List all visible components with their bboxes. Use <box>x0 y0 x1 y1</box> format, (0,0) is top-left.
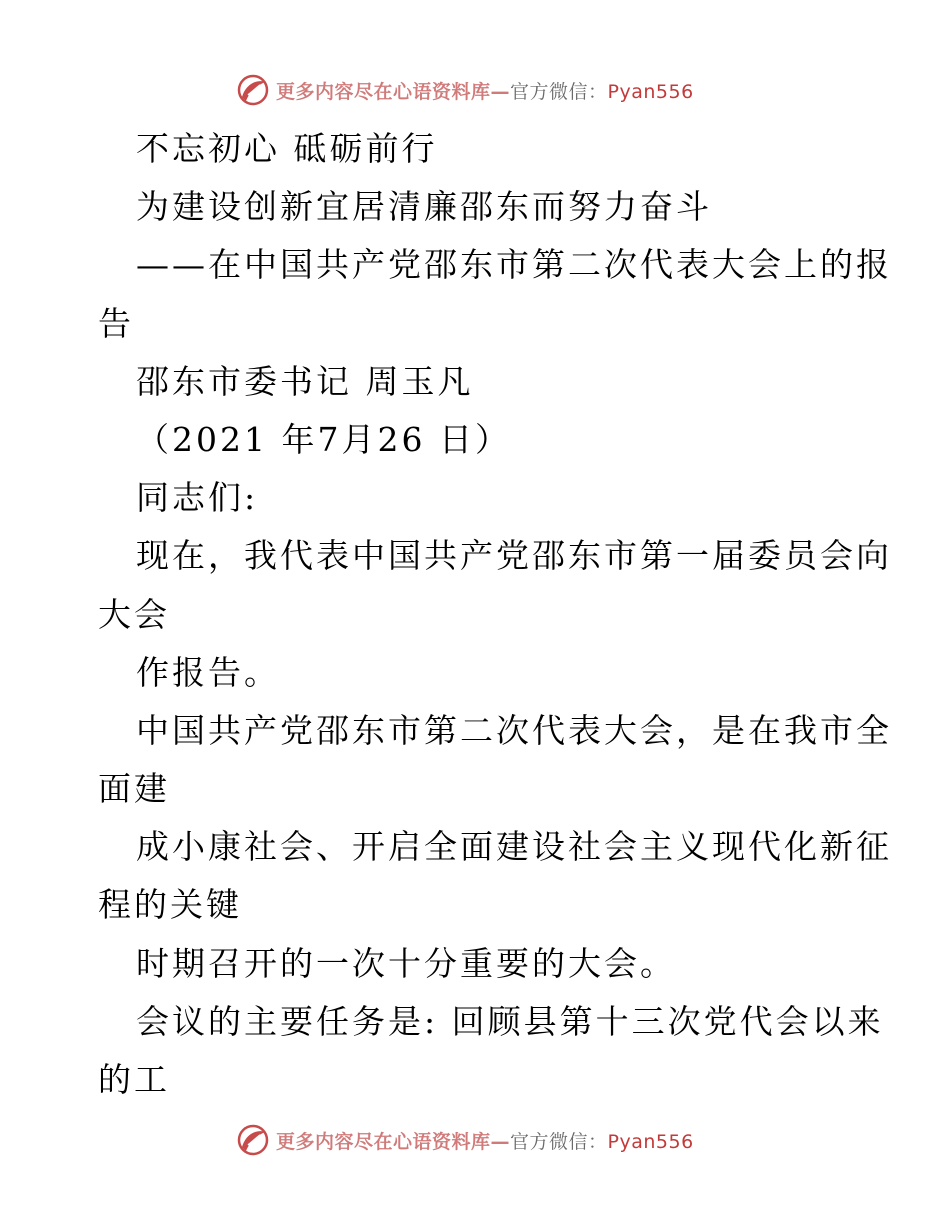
paragraph-line: 会议的主要任务是: 回顾县第十三次党代会以来 <box>136 1001 884 1041</box>
pen-logo-icon <box>236 1123 270 1157</box>
title-line-1: 不忘初心 砥砺前行 <box>136 129 438 168</box>
subtitle-line-wrap: 告 <box>98 303 134 343</box>
subtitle-line: ——在中国共产党邵东市第二次代表大会上的报 <box>136 245 892 285</box>
paragraph-line: 作报告。 <box>136 652 280 692</box>
paragraph-line: 时期召开的一次十分重要的大会。 <box>136 943 676 983</box>
paragraph-line: 现在，我代表中国共产党邵东市第一届委员会向 <box>136 536 892 576</box>
author-line: 邵东市委书记 周玉凡 <box>136 361 474 401</box>
watermark-text: 更多内容尽在心语资料库—官方微信：Pyan556 <box>276 1130 694 1153</box>
watermark-text: 更多内容尽在心语资料库—官方微信：Pyan556 <box>276 80 694 103</box>
paragraph-line: 中国共产党邵东市第二次代表大会，是在我市全 <box>136 710 892 750</box>
paragraph-line: 大会 <box>98 594 170 634</box>
title-line-2: 为建设创新宜居清廉邵东而努力奋斗 <box>136 187 712 227</box>
watermark-banner-top <box>236 72 694 108</box>
document-body <box>98 120 892 1109</box>
paragraph-line: 的工 <box>98 1060 170 1099</box>
salutation-line: 同志们: <box>136 478 259 518</box>
pen-logo-icon <box>236 73 270 107</box>
watermark-banner-bottom <box>236 1122 694 1158</box>
paragraph-line: 程的关键 <box>98 885 242 925</box>
paragraph-line: 成小康社会、开启全面建设社会主义现代化新征 <box>136 827 892 867</box>
paragraph-line: 面建 <box>98 769 170 809</box>
date-line: （2021 年7月26 日） <box>136 419 511 459</box>
